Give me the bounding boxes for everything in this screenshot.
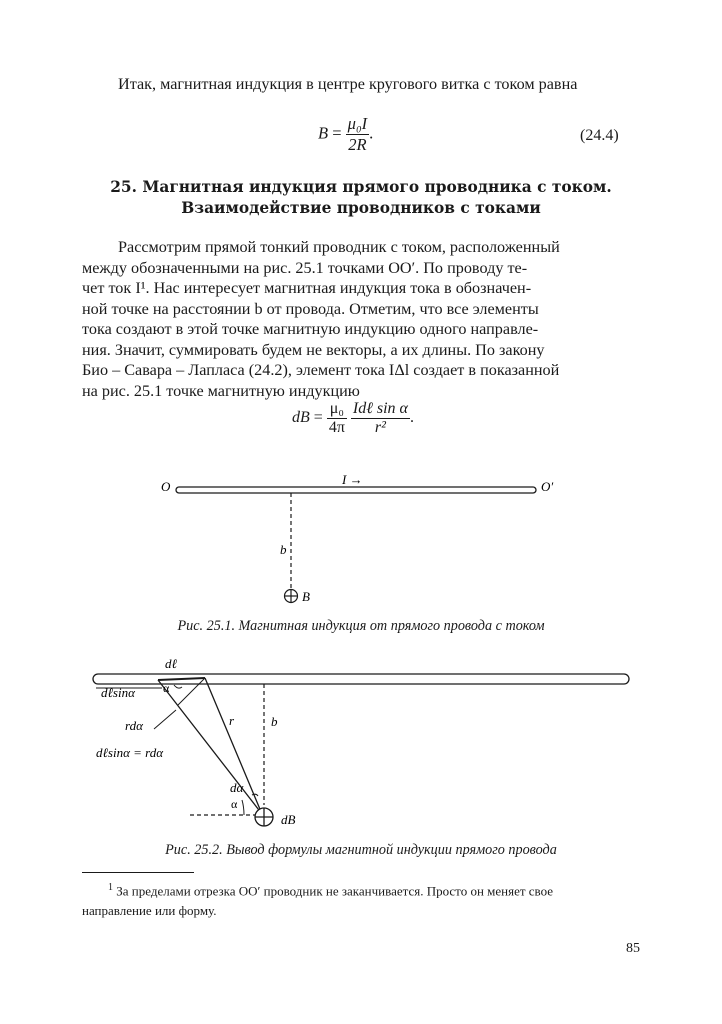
label-dB: dB⃗: [281, 812, 306, 827]
label-alpha-bottom: α: [231, 797, 238, 811]
section-title: [82, 177, 640, 219]
label-current: I →: [342, 472, 363, 487]
eq-244-numerator: μ₀I: [347, 114, 368, 133]
eq-dB-denominator-1: 4π: [328, 419, 345, 436]
wire: [176, 487, 536, 493]
paragraph-line: Био – Савара – Лапласа (24.2), элемент тока IΔl создает в показанной: [82, 361, 560, 379]
intro-paragraph: Итак, магнитная индукция в центре кругового витка с током равна: [118, 75, 578, 93]
label-relation: dℓsinα = rdα: [96, 745, 164, 760]
figure-25-1-caption: Рис. 25.1. Магнитная индукция от прямого провода с током: [177, 618, 545, 634]
paragraph-line: между обозначенными на рис. 25.1 точками OO′. По проводу те-: [82, 258, 528, 277]
eq-dB-period: .: [409, 409, 414, 427]
label-dl-sin: dℓsinα: [101, 685, 135, 700]
figure-25-2-caption: Рис. 25.2. Вывод формулы магнитной индукции прямого провода: [165, 842, 557, 858]
eq-dB-lhs: dB: [292, 409, 310, 427]
footnote-line-1: [82, 878, 640, 901]
section-title-line-1: 25. Магнитная индукция прямого проводника с током.: [110, 178, 612, 196]
label-rd-alpha: rdα: [125, 718, 143, 733]
label-O-prime: O′: [541, 479, 554, 494]
paragraph-line: Рассмотрим прямой тонкий проводник с током, расположенный: [118, 238, 560, 256]
footnote-line-2: направление или форму.: [82, 903, 217, 919]
angle-arc-top: [174, 685, 182, 688]
eq-dB-equals: =: [313, 409, 323, 427]
eq-244-period: .: [369, 123, 374, 143]
eq-244-equals: =: [332, 123, 342, 143]
label-d-alpha: dα: [230, 780, 244, 795]
figure-25-2: [0, 650, 722, 835]
label-b: b: [280, 542, 287, 557]
label-alpha-top: α: [163, 681, 170, 695]
footnote: [82, 878, 640, 921]
label-O: O: [161, 479, 171, 494]
equation-dB: [292, 400, 414, 437]
leader-rd-alpha: [154, 710, 176, 729]
section-title-line-2: Взаимодействие проводников с токами: [181, 199, 541, 217]
ray-r: [158, 680, 262, 814]
eq-dB-denominator-2: r²: [374, 419, 386, 436]
paragraph-line: ния. Значит, суммировать будем не векторы, а их длины. По закону: [82, 340, 545, 359]
eq-244-denominator: 2R: [348, 135, 367, 154]
label-dl: dℓ⃗: [165, 656, 188, 671]
figure-25-1: [0, 460, 722, 610]
equation-number: (24.4): [580, 127, 619, 144]
label-r: r: [229, 713, 235, 728]
footnote-mark: 1: [108, 882, 113, 893]
paragraph-line: чет ток I¹. Нас интересует магнитная индукция тока в обозначен-: [82, 279, 532, 297]
paragraph-line: на рис. 25.1 точке магнитную индукцию: [82, 381, 360, 400]
footnote-text-1: За пределами отрезка OO′ проводник не заканчивается. Просто он меняет свое: [116, 883, 554, 899]
label-b: b: [271, 714, 278, 729]
page-number: 85: [626, 941, 640, 956]
label-B: B⃗: [302, 589, 321, 604]
eq-244-lhs: B: [318, 123, 329, 143]
main-paragraph: [82, 237, 640, 401]
eq-dB-numerator-1: μ₀: [327, 400, 347, 419]
paragraph-line: ной точке на расстоянии b от провода. Отметим, что все элементы: [82, 299, 539, 318]
equation-24-4: [318, 114, 373, 155]
angle-arc-bottom: [242, 800, 244, 815]
eq-dB-numerator-2: Idℓ sin α: [352, 400, 408, 417]
paragraph-line: тока создают в этой точке магнитную индукцию одного направле-: [82, 320, 539, 338]
footnote-rule: [82, 872, 194, 873]
